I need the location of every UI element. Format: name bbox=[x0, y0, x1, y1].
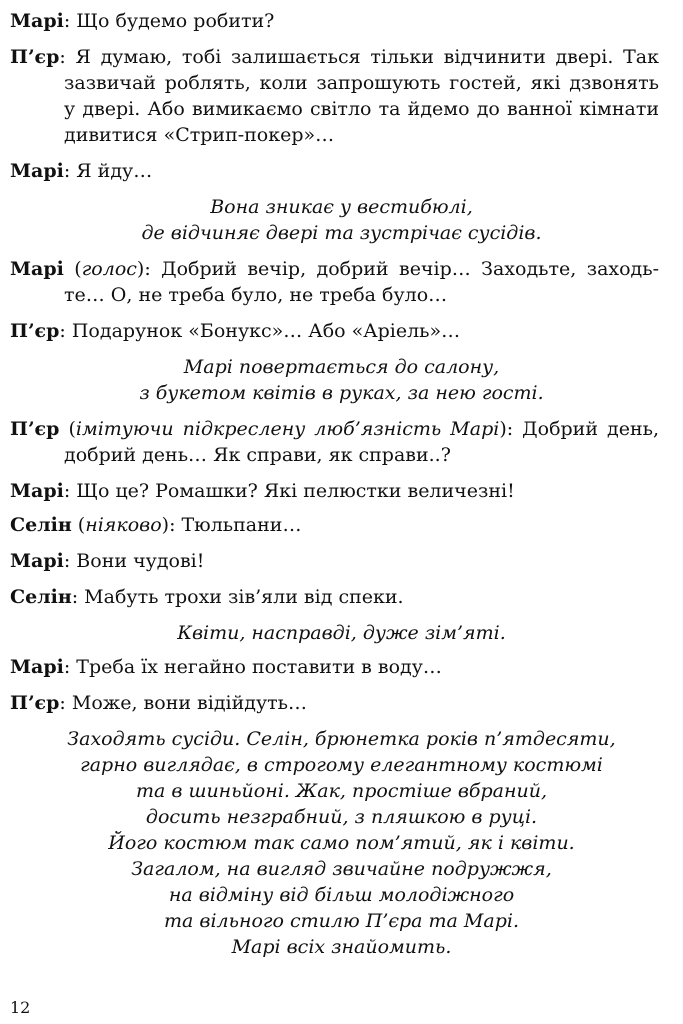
dialogue-line bbox=[10, 548, 659, 574]
line-text: та вільного стилю П’єра та Марі. bbox=[164, 910, 519, 932]
speaker-name: Марі bbox=[10, 656, 64, 678]
dialogue-line bbox=[10, 44, 659, 70]
line-text: у двері. Або вимикаємо світло та йдемо до ванної кімнати bbox=[64, 98, 659, 120]
dialogue-line bbox=[64, 282, 659, 308]
stage-direction-line bbox=[0, 726, 683, 752]
line-text: ( bbox=[59, 418, 76, 440]
line-text: : Що це? Ромашки? Які пелюстки величезні! bbox=[63, 480, 515, 502]
line-text: : Я йду… bbox=[63, 160, 153, 182]
line-text: те… О, не треба було, не треба було… bbox=[64, 284, 448, 306]
dialogue-line bbox=[10, 690, 659, 716]
line-text: ( bbox=[71, 514, 86, 536]
stage-direction-line bbox=[0, 778, 683, 804]
remark-text: голос bbox=[81, 258, 137, 280]
dialogue-line bbox=[64, 70, 659, 96]
line-text: : Я думаю, тобі залишається тільки відчинити двері. Так bbox=[59, 46, 659, 68]
line-text: зазвичай роблять, коли запрошують гостей, які дзвонять bbox=[64, 72, 659, 94]
dialogue-line bbox=[10, 478, 659, 504]
dialogue-line bbox=[10, 584, 659, 610]
line-text: : Вони чудові! bbox=[63, 550, 205, 572]
stage-direction-line bbox=[0, 934, 683, 960]
speaker-name: Селін bbox=[10, 586, 72, 608]
line-text: : Що будемо робити? bbox=[63, 10, 275, 32]
stage-direction-line bbox=[0, 804, 683, 830]
line-text: Вона зникає у вестибюлі, bbox=[210, 196, 473, 218]
line-text: Загалом, на вигляд звичайне подружжя, bbox=[131, 858, 552, 880]
dialogue-line bbox=[10, 158, 659, 184]
stage-direction-line bbox=[0, 380, 683, 406]
speaker-name: Марі bbox=[10, 258, 64, 280]
line-text: Його костюм так само пом’ятий, як і квіти. bbox=[108, 832, 575, 854]
dialogue-line bbox=[10, 256, 659, 282]
remark-text: імітуючи підкреслену люб’язність Марі bbox=[75, 418, 500, 440]
speaker-name: П’єр bbox=[10, 46, 60, 68]
line-text: на відміну від більш молодіжного bbox=[168, 884, 515, 906]
stage-direction-line bbox=[0, 194, 683, 220]
speaker-name: Марі bbox=[10, 550, 64, 572]
dialogue-line bbox=[64, 442, 659, 468]
speaker-name: П’єр bbox=[10, 418, 60, 440]
speaker-name: П’єр bbox=[10, 320, 60, 342]
dialogue-line bbox=[64, 96, 659, 122]
stage-direction-line bbox=[0, 882, 683, 908]
line-text: Марі всіх знайомить. bbox=[231, 936, 452, 958]
line-text: та в шиньйоні. Жак, простіше вбраний, bbox=[135, 780, 548, 802]
line-text: дивитися «Стрип-покер»… bbox=[64, 124, 335, 146]
speaker-name: Марі bbox=[10, 480, 64, 502]
line-text: досить незграбний, з пляшкою в руці. bbox=[145, 806, 538, 828]
line-text: : Мабуть трохи зів’яли від спеки. bbox=[71, 586, 404, 608]
stage-direction-line bbox=[0, 354, 683, 380]
speaker-name: Марі bbox=[10, 160, 64, 182]
stage-direction-line bbox=[0, 856, 683, 882]
dialogue-line bbox=[10, 318, 659, 344]
line-text: з букетом квітів в руках, за нею гості. bbox=[139, 382, 544, 404]
stage-direction-line bbox=[0, 908, 683, 934]
line-text: : Треба їх негайно поставити в воду… bbox=[63, 656, 442, 678]
page-number: 12 bbox=[10, 998, 31, 1017]
line-text: Марі повертається до салону, bbox=[183, 356, 500, 378]
line-text: ): Добрий вечір, добрий вечір… Заходьте, заходь- bbox=[136, 258, 660, 280]
stage-direction-line bbox=[0, 752, 683, 778]
stage-direction-line bbox=[0, 220, 683, 246]
speaker-name: П’єр bbox=[10, 692, 60, 714]
line-text: ): Тюльпани… bbox=[161, 514, 302, 536]
line-text: де відчиняє двері та зустрічає сусідів. bbox=[141, 222, 542, 244]
line-text: : Подарунок «Бонукс»… Або «Аріель»… bbox=[59, 320, 461, 342]
dialogue-line bbox=[64, 122, 659, 148]
line-text: : Може, вони відійдуть… bbox=[59, 692, 308, 714]
line-text: Заходять сусіди. Селін, брюнетка років п’ятдесяти, bbox=[67, 728, 616, 750]
line-text: ): Добрий день, bbox=[499, 418, 660, 440]
dialogue-line bbox=[10, 512, 659, 538]
dialogue-line bbox=[10, 8, 659, 34]
speaker-name: Селін bbox=[10, 514, 72, 536]
line-text: гарно виглядає, в строгому елегантному костюмі bbox=[80, 754, 603, 776]
dialogue-line bbox=[10, 416, 659, 442]
line-text: Квіти, насправді, дуже зім’яті. bbox=[177, 622, 506, 644]
line-text: добрий день… Як справи, як справи..? bbox=[64, 444, 451, 466]
speaker-name: Марі bbox=[10, 10, 64, 32]
dialogue-line bbox=[10, 654, 659, 680]
stage-direction-line bbox=[0, 830, 683, 856]
stage-direction-line bbox=[0, 620, 683, 646]
remark-text: ніяково bbox=[85, 514, 162, 536]
line-text: ( bbox=[63, 258, 82, 280]
